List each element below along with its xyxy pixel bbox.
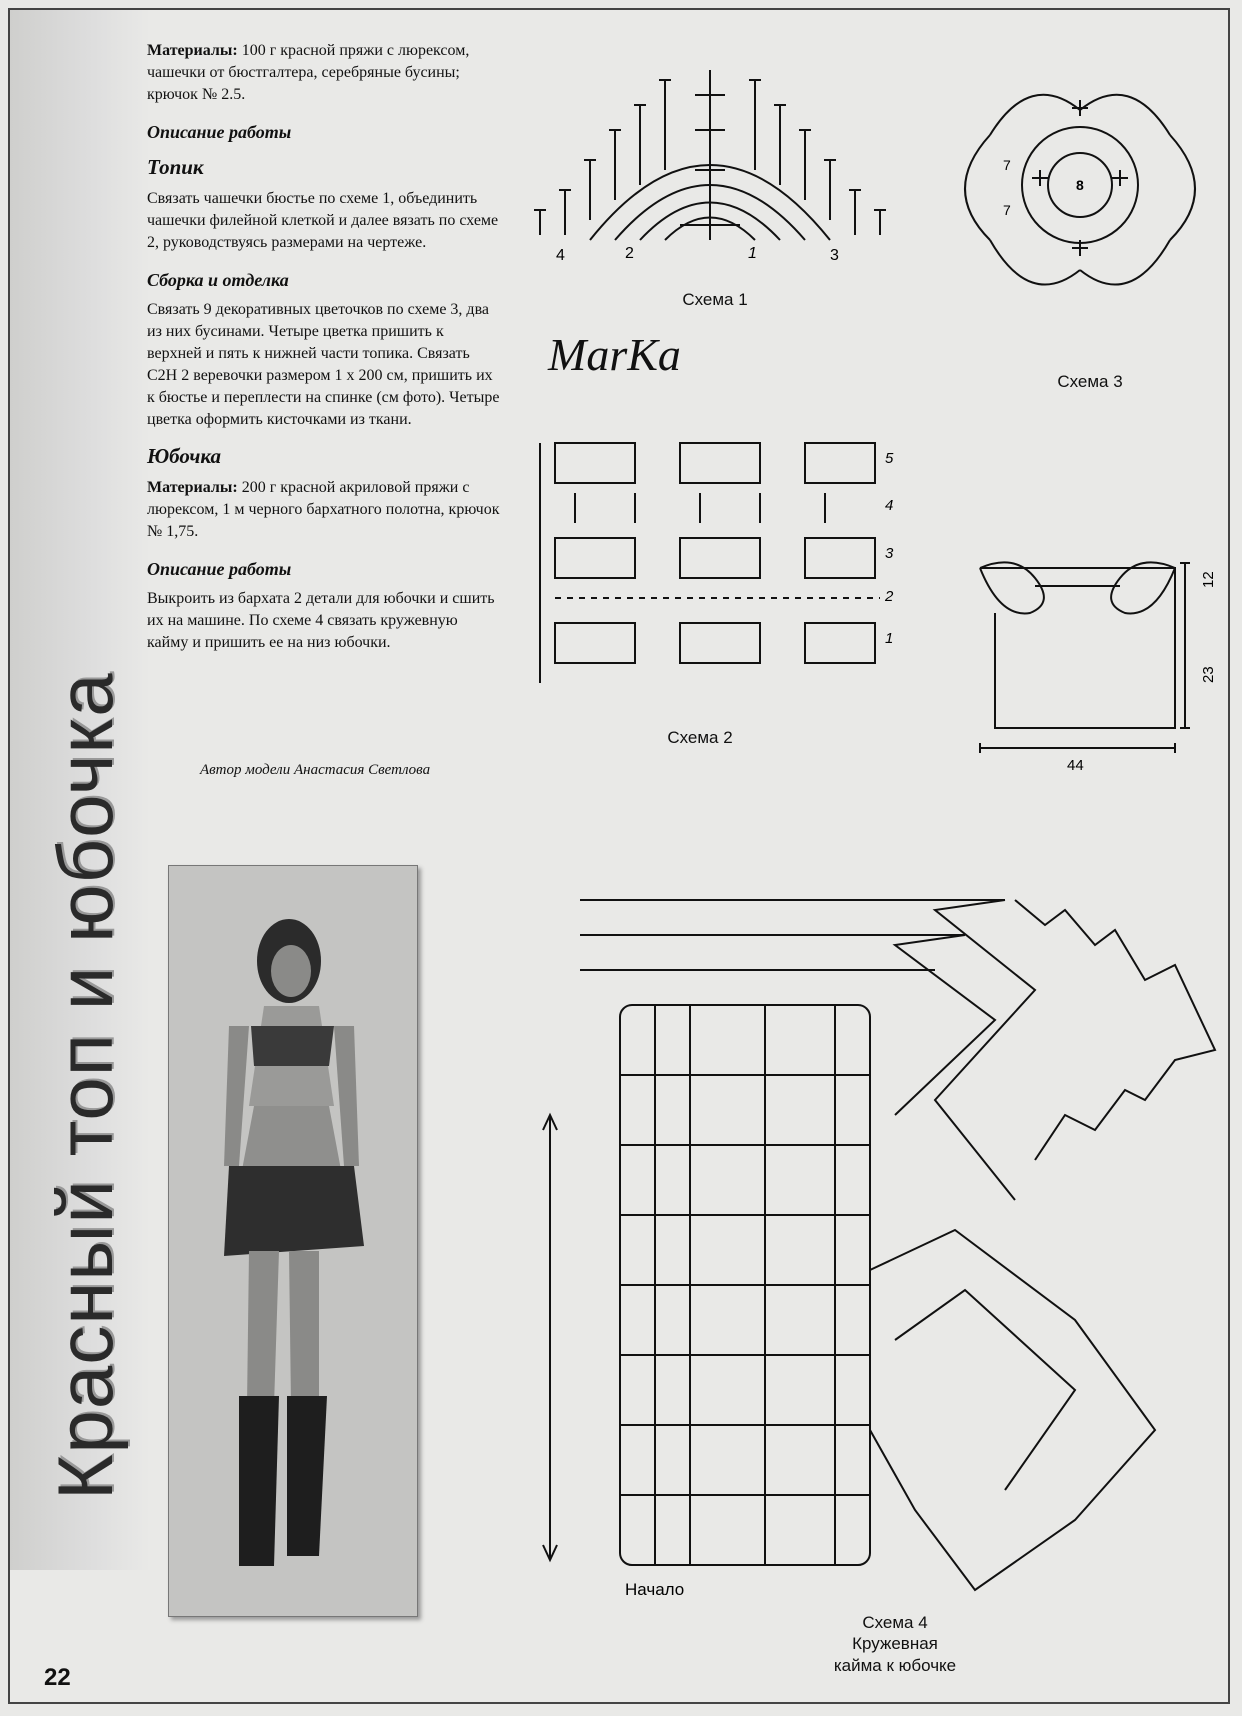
author-credit: Автор модели Анастасия Светлова (200, 762, 431, 778)
skirt-work-heading: Описание работы (147, 558, 292, 579)
scheme-4-caption-line: Схема 4 (862, 1613, 928, 1632)
dimension-label: 12 (1200, 571, 1217, 588)
section-heading-top: Топик (147, 155, 204, 180)
scheme-1-diagram (520, 50, 900, 265)
scheme-4-caption (810, 1612, 980, 1676)
scheme-1-caption: Схема 1 (682, 290, 748, 309)
scheme-1-label: 4 (556, 247, 565, 264)
start-label: Начало (625, 1580, 685, 1599)
pattern-outline (975, 548, 1235, 783)
page-title: Красный топ и юбочка (41, 672, 129, 1500)
scheme-2-row-label: 1 (885, 630, 894, 647)
scheme-2-diagram (535, 438, 905, 688)
scheme-1-label: 1 (748, 245, 757, 262)
scheme-2-row-label: 3 (885, 545, 894, 562)
scheme-2-caption: Схема 2 (667, 728, 733, 747)
skirt-instructions: Выкроить из бархата 2 детали для юбочки и сшить их на машине. По схеме 4 связать кружевную кайму и пришить ее на низ юбочки. (147, 589, 495, 651)
section-heading-skirt: Юбочка (147, 443, 221, 468)
scheme-2-row-label: 2 (885, 588, 894, 605)
watermark-signature: MarKa (548, 329, 681, 380)
dimension-label: 23 (1200, 666, 1217, 683)
model-photo (168, 865, 418, 1617)
scheme-4-diagram (535, 870, 1235, 1610)
scheme-1-label: 2 (625, 245, 634, 262)
scheme-3-caption: Схема 3 (1057, 372, 1123, 391)
scheme-3-label: 7 (1003, 157, 1011, 173)
top-materials (147, 40, 502, 106)
instructions-column (147, 40, 502, 664)
materials-text: 100 г красной пряжи с люрексом, чашечки от бюстгалтера, серебряные бусины; крючок № 2.5. (147, 42, 470, 104)
skirt-materials-text: 200 г красной акриловой пряжи с люрексом, 1 м черного бархатного полотна, крючок № 1,75. (147, 478, 500, 540)
assembly-instructions: Связать 9 декоративных цветочков по схеме 3, два из них бусинами. Четыре цветка пришить к верхней и пять к нижней части топика. Связать С2Н 2 веревочки размером 1 х 200 см, пришить их к бюстье и переплести на спинке (см фото). Четыре цветка оформить кисточками из ткани. (147, 301, 500, 429)
dimension-label: 44 (1067, 757, 1084, 774)
scheme-3-label: 8 (1076, 177, 1084, 193)
page-number: 22 (44, 1664, 71, 1691)
scheme-4-caption-line: кайма к юбочке (833, 1655, 957, 1675)
work-heading: Описание работы (147, 122, 292, 143)
assembly-heading: Сборка и отделка (147, 270, 289, 291)
scheme-2-row-label: 5 (885, 450, 894, 467)
scheme-3-diagram (930, 40, 1230, 330)
scheme-1-label: 3 (830, 247, 839, 264)
materials-label: Материалы: (147, 42, 238, 59)
scheme-2-row-label: 4 (885, 497, 894, 514)
skirt-materials-label: Материалы: (147, 478, 238, 496)
scheme-4-caption-line: Кружевная (852, 1634, 938, 1654)
scheme-3-label: 7 (1003, 202, 1011, 218)
top-instructions: Связать чашечки бюстье по схеме 1, объединить чашечки филейной клеткой и далее вязать по схеме 2, руководствуясь размерами на чертеже. (147, 190, 499, 252)
skirt-materials (147, 477, 502, 543)
